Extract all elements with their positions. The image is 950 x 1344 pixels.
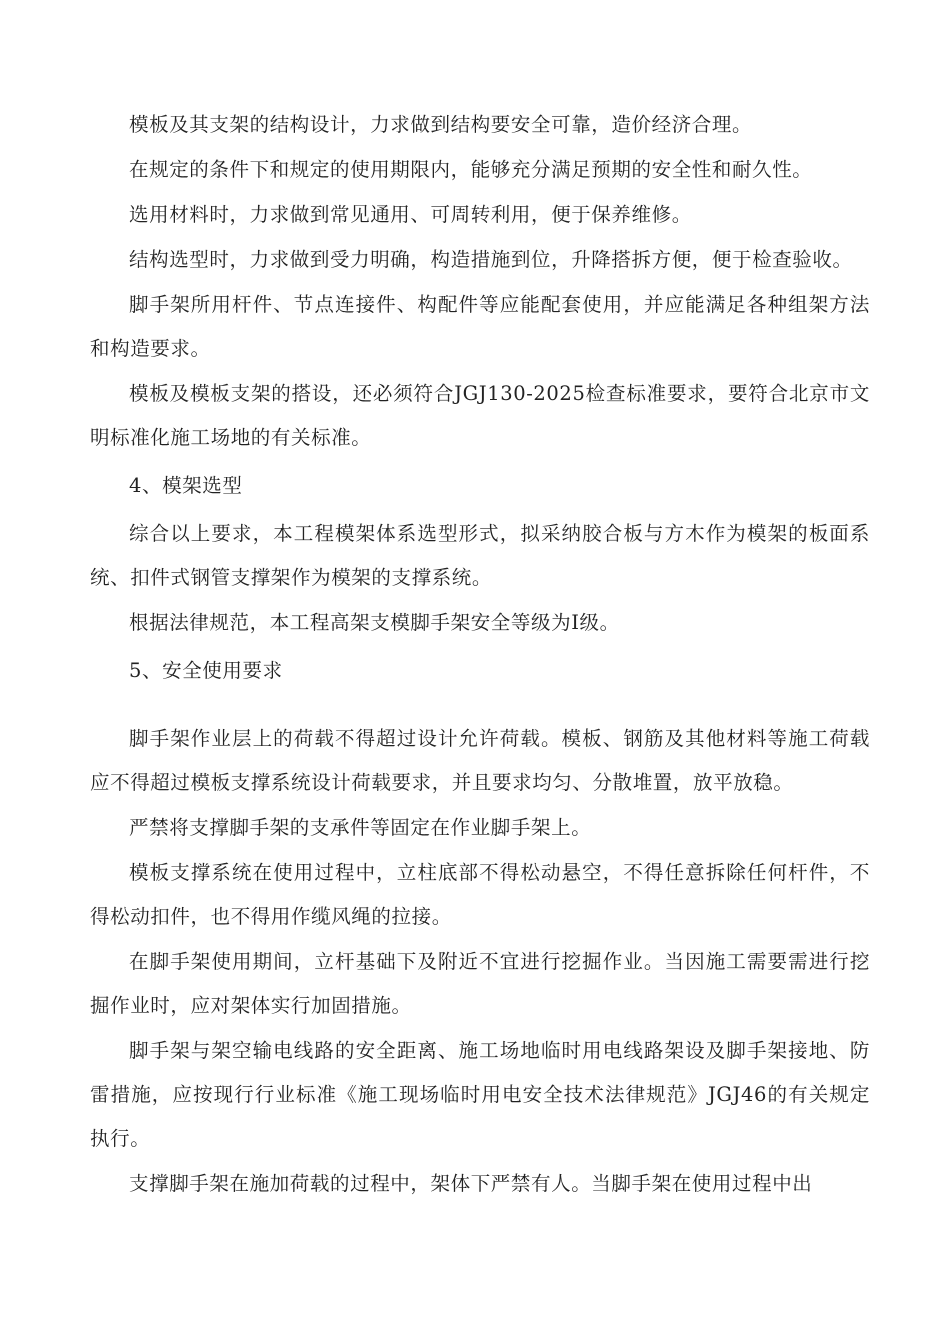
- paragraph: 支撑脚手架在施加荷载的过程中，架体下严禁有人。当脚手架在使用过程中出: [129, 1172, 813, 1195]
- paragraph: 在规定的条件下和规定的使用期限内，能够充分满足预期的安全性和耐久性。: [129, 158, 813, 181]
- paragraph: 选用材料时，力求做到常见通用、可周转利用，便于保养维修。: [129, 203, 692, 226]
- paragraph: 脚手架所用杆件、节点连接件、构配件等应能配套使用，并应能满足各种组架方法和构造要求。: [90, 293, 870, 360]
- paragraph: 模板及模板支架的搭设，还必须符合JGJ130-2025检查标准要求，要符合北京市文明标准化施工场地的有关标准。: [90, 382, 870, 449]
- paragraph: 模板支撑系统在使用过程中，立柱底部不得松动悬空，不得任意拆除任何杆件，不得松动扣件，也不得用作缆风绳的拉接。: [90, 861, 870, 928]
- paragraph: 结构选型时，力求做到受力明确，构造措施到位，升降搭拆方便，便于检查验收。: [129, 248, 853, 271]
- paragraph: 模板及其支架的结构设计，力求做到结构要安全可靠，造价经济合理。: [129, 113, 753, 136]
- paragraph: 脚手架作业层上的荷载不得超过设计允许荷载。模板、钢筋及其他材料等施工荷载应不得超过模板支撑系统设计荷载要求，并且要求均匀、分散堆置，放平放稳。: [90, 727, 870, 794]
- paragraph: 严禁将支撑脚手架的支承件等固定在作业脚手架上。: [129, 816, 592, 839]
- document-body: [90, 103, 870, 1207]
- paragraph: 综合以上要求，本工程模架体系选型形式，拟采纳胶合板与方木作为模架的板面系统、扣件式钢管支撑架作为模架的支撑系统。: [90, 522, 870, 589]
- section-heading-4: 4、模架选型: [129, 474, 243, 497]
- paragraph: 根据法律规范，本工程高架支模脚手架安全等级为I级。: [129, 611, 620, 634]
- section-heading-5: 5、安全使用要求: [129, 659, 283, 682]
- paragraph: 脚手架与架空输电线路的安全距离、施工场地临时用电线路架设及脚手架接地、防雷措施，应按现行行业标准《施工现场临时用电安全技术法律规范》JGJ46的有关规定执行。: [90, 1039, 870, 1150]
- paragraph: 在脚手架使用期间，立杆基础下及附近不宜进行挖掘作业。当因施工需要需进行挖掘作业时，应对架体实行加固措施。: [90, 950, 870, 1017]
